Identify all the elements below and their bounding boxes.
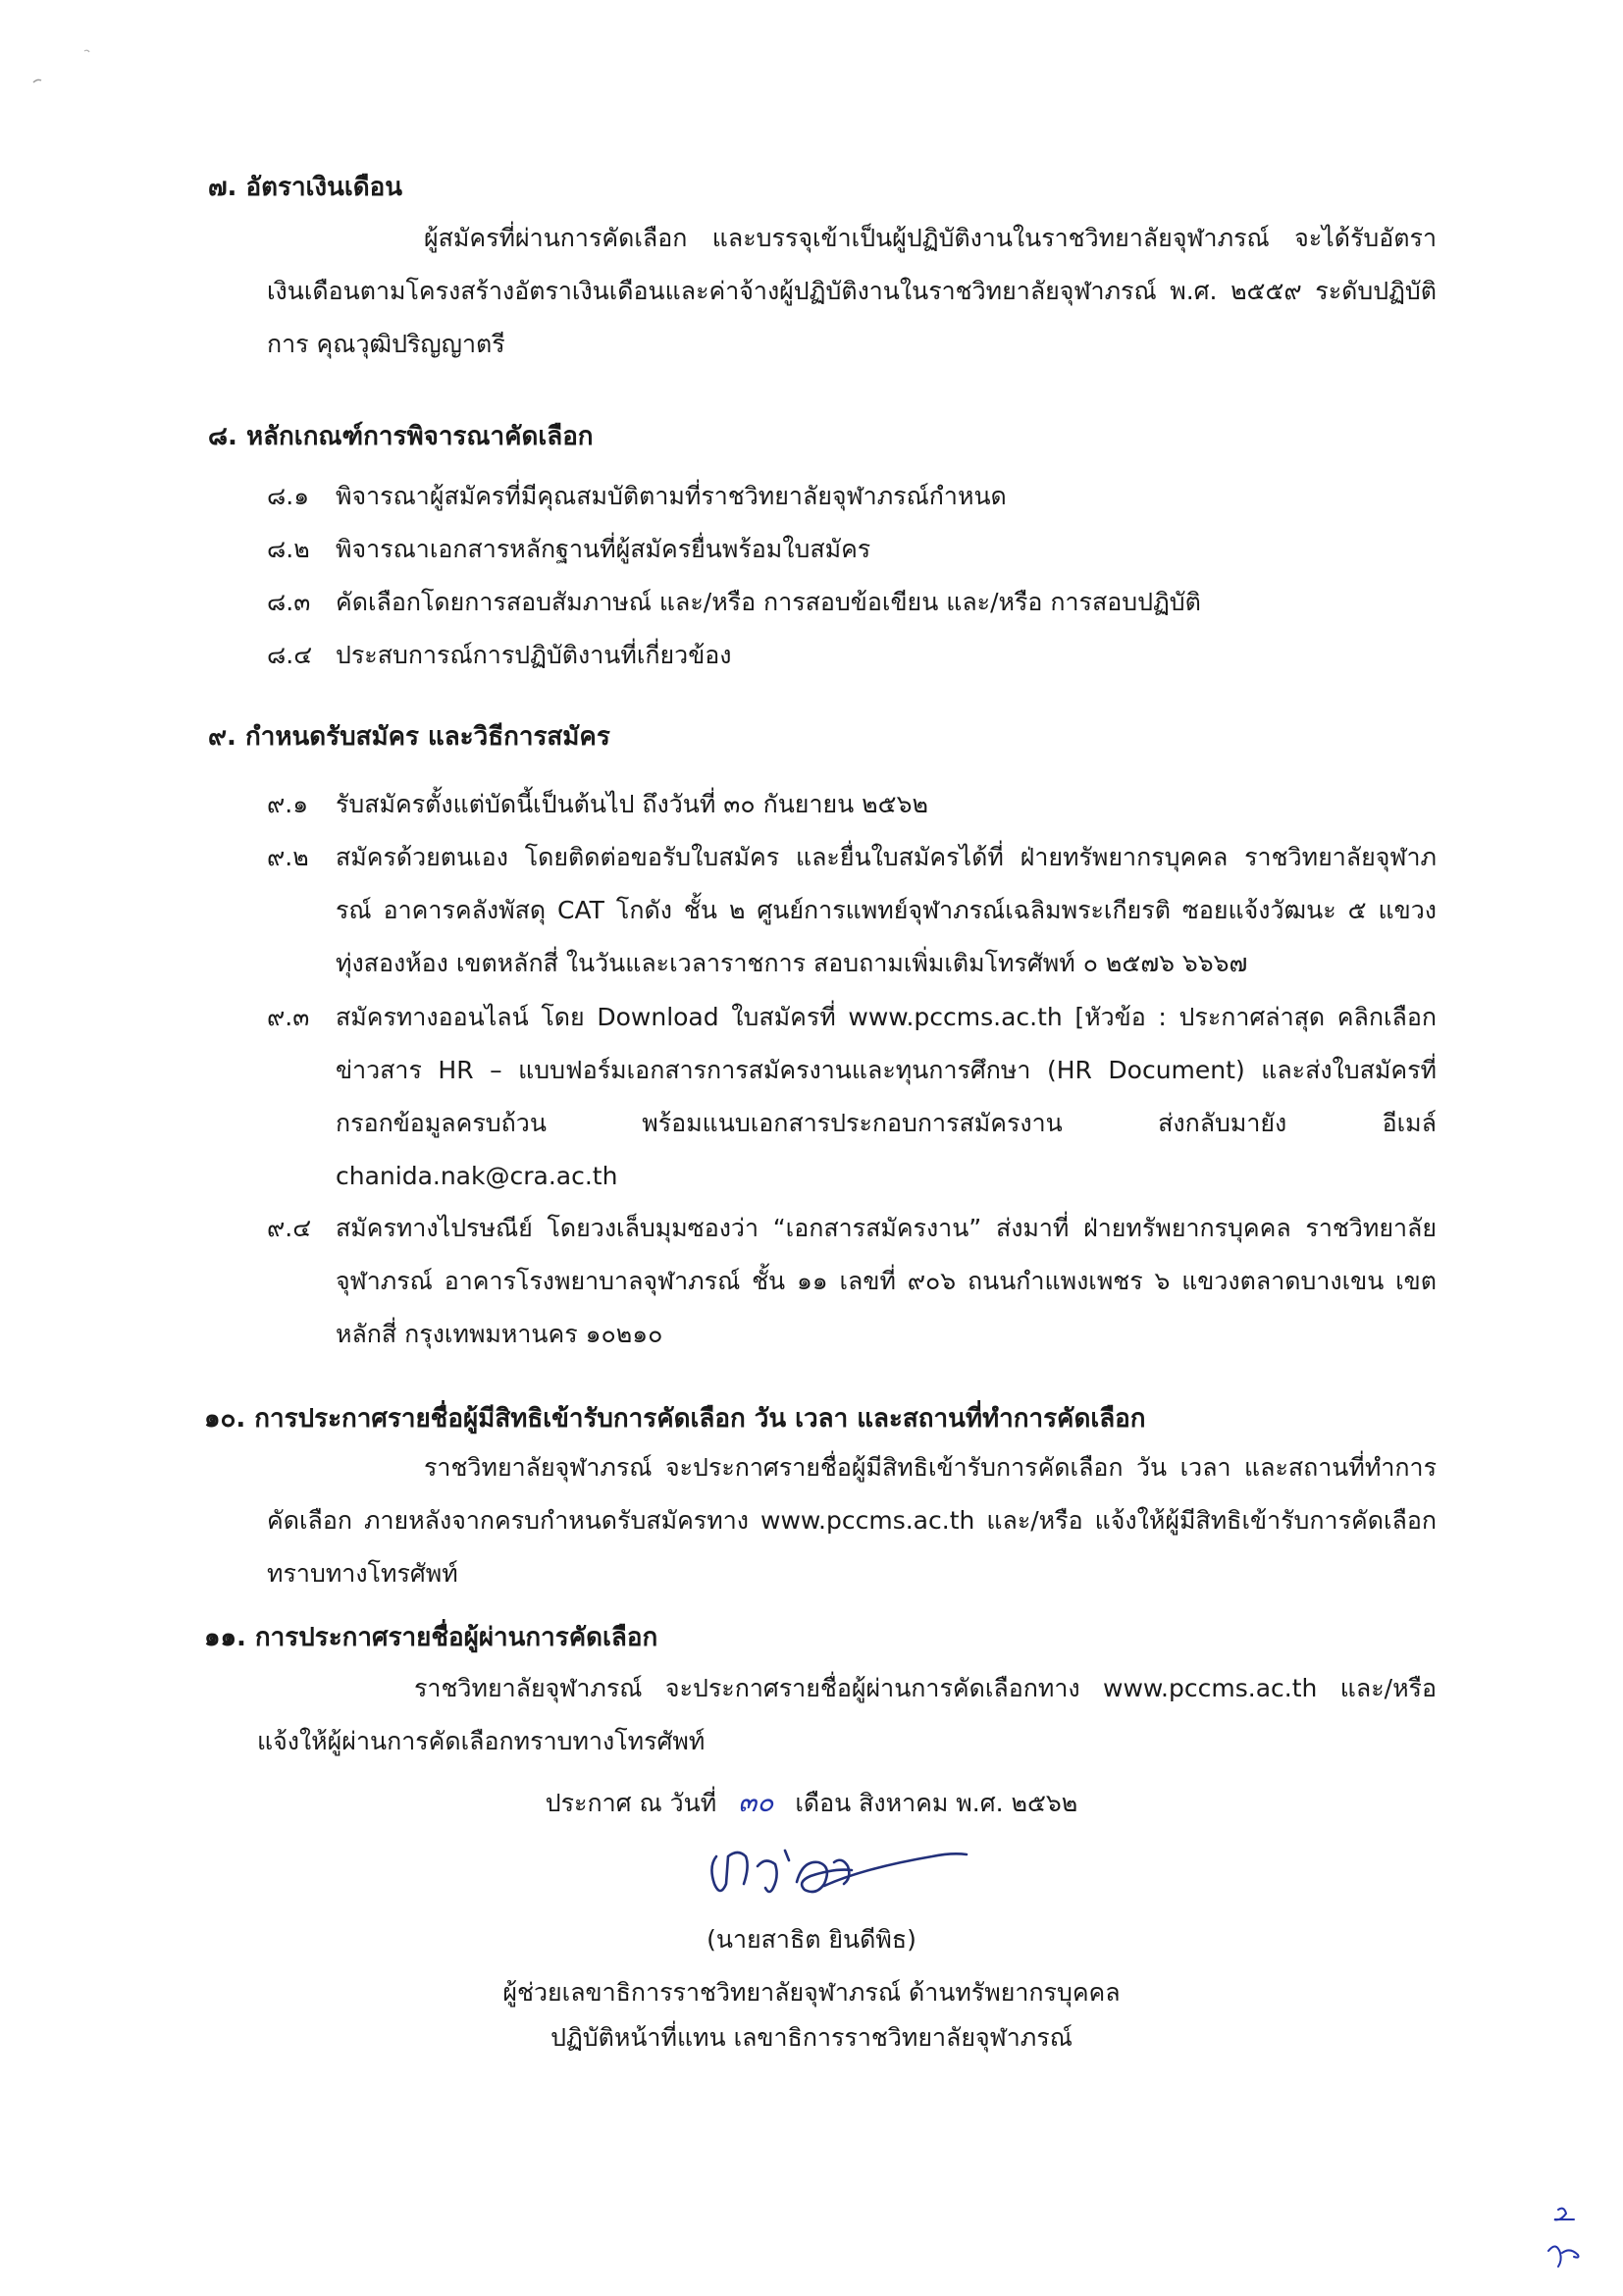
item-text: สมัครทางไปรษณีย์ โดยวงเล็บมุมซองว่า “เอกสารสมัครงาน” ส่งมาที่ ฝ่ายทรัพยากรบุคคล ราชวิทยาลัยจุฬาภรณ์ อาคารโรงพยาบาลจุฬาภรณ์ ชั้น ๑๑ เลขที่ ๙๐๖ ถนนกำแพงเพชร ๖ แขวงตลาดบางเขน เขตหลักสี่ กรุงเทพมหานคร ๑๐๒๑๐ bbox=[336, 1214, 1437, 1348]
section-9-item bbox=[267, 831, 1437, 990]
signatory-name: (นายสาธิต ยินดีพิธ) bbox=[707, 1925, 916, 1954]
item-text: พิจารณาเอกสารหลักฐานที่ผู้สมัครยื่นพร้อมใบสมัคร bbox=[336, 535, 871, 563]
section-9-item bbox=[267, 778, 1437, 831]
date-day-handwritten: ๓๐ bbox=[738, 1786, 774, 1818]
signatory-position-line2: ปฏิบัติหน้าที่แทน เลขาธิการราชวิทยาลัยจุฬาภรณ์ bbox=[550, 2023, 1073, 2052]
item-text: ประสบการณ์การปฏิบัติงานที่เกี่ยวข้อง bbox=[336, 641, 732, 669]
section-7-body: ผู้สมัครที่ผ่านการคัดเลือก และบรรจุเข้าเป็นผู้ปฏิบัติงานในราชวิทยาลัยจุฬาภรณ์ จะได้รับอัตราเงินเดือนตามโครงสร้างอัตราเงินเดือนและค่าจ้างผู้ปฏิบัติงานในราชวิทยาลัยจุฬาภรณ์ พ.ศ. ๒๕๕๙ ระดับปฏิบัติการ คุณวุฒิปริญญาตรี bbox=[267, 224, 1437, 358]
section-7-heading: ๗. อัตราเงินเดือน bbox=[208, 173, 403, 202]
section-8-item bbox=[267, 523, 1437, 576]
item-number: ๘.๑ bbox=[267, 482, 310, 510]
section-9-heading: ๙. กำหนดรับสมัคร และวิธีการสมัคร bbox=[208, 722, 610, 752]
item-number: ๙.๒ bbox=[267, 843, 309, 871]
section-9-item bbox=[267, 1202, 1437, 1361]
announcement-date bbox=[321, 1781, 1302, 1824]
section-11-heading: ๑๑. การประกาศรายชื่อผู้ผ่านการคัดเลือก bbox=[204, 1623, 658, 1652]
item-text: พิจารณาผู้สมัครที่มีคุณสมบัติตามที่ราชวิทยาลัยจุฬาภรณ์กำหนด bbox=[336, 482, 1007, 510]
item-number: ๙.๓ bbox=[267, 1003, 310, 1031]
item-number: ๙.๑ bbox=[267, 790, 309, 818]
section-10-body: ราชวิทยาลัยจุฬาภรณ์ จะประกาศรายชื่อผู้มีสิทธิเข้ารับการคัดเลือก วัน เวลา และสถานที่ทำการคัดเลือก ภายหลังจากครบกำหนดรับสมัครทาง www.pccms.ac.th และ/หรือ แจ้งให้ผู้มีสิทธิเข้ารับการคัดเลือกทราบทางโทรศัพท์ bbox=[267, 1453, 1437, 1588]
scan-mark-top-left bbox=[27, 43, 96, 92]
section-8-heading: ๘. หลักเกณฑ์การพิจารณาคัดเลือก bbox=[208, 422, 594, 451]
item-number: ๘.๔ bbox=[267, 641, 313, 669]
item-number: ๙.๔ bbox=[267, 1214, 312, 1242]
section-8-item bbox=[267, 470, 1437, 523]
signature-image bbox=[687, 1827, 981, 1915]
section-8-item bbox=[267, 629, 1437, 682]
item-number: ๘.๓ bbox=[267, 588, 311, 616]
section-10-heading: ๑๐. การประกาศรายชื่อผู้มีสิทธิเข้ารับการคัดเลือก วัน เวลา และสถานที่ทำการคัดเลือก bbox=[204, 1404, 1146, 1434]
signatory-position-line1: ผู้ช่วยเลขาธิการราชวิทยาลัยจุฬาภรณ์ ด้านทรัพยากรบุคคล bbox=[502, 1978, 1121, 2007]
item-text: คัดเลือกโดยการสอบสัมภาษณ์ และ/หรือ การสอบข้อเขียน และ/หรือ การสอบปฏิบัติ bbox=[336, 588, 1201, 616]
handwritten-initials bbox=[1541, 2198, 1590, 2276]
item-text: รับสมัครตั้งแต่บัดนี้เป็นต้นไป ถึงวันที่ ๓๐ กันยายน ๒๕๖๒ bbox=[336, 790, 928, 818]
item-number: ๘.๒ bbox=[267, 535, 310, 563]
date-prefix: ประกาศ ณ วันที่ bbox=[545, 1789, 717, 1817]
section-8-item bbox=[267, 576, 1437, 629]
item-text: สมัครด้วยตนเอง โดยติดต่อขอรับใบสมัคร และยื่นใบสมัครได้ที่ ฝ่ายทรัพยากรบุคคล ราชวิทยาลัยจุฬาภรณ์ อาคารคลังพัสดุ CAT โกดัง ชั้น ๒ ศูนย์การแพทย์จุฬาภรณ์เฉลิมพระเกียรติ ซอยแจ้งวัฒนะ ๕ แขวงทุ่งสองห้อง เขตหลักสี่ ในวันและเวลาราชการ สอบถามเพิ่มเติมโทรศัพท์ ๐ ๒๕๗๖ ๖๖๖๗ bbox=[336, 843, 1437, 977]
item-text: สมัครทางออนไลน์ โดย Download ใบสมัครที่ www.pccms.ac.th [หัวข้อ : ประกาศล่าสุด คลิกเลือก ข่าวสาร HR – แบบฟอร์มเอกสารการสมัครงานและทุนการศึกษา (HR Document) และส่งใบสมัครที่กรอกข้อมูลครบถ้วน พร้อมแนบเอกสารประกอบการสมัครงาน ส่งกลับมายัง อีเมล์ chanida.nak@cra.ac.th bbox=[336, 1003, 1437, 1190]
section-11-body: ราชวิทยาลัยจุฬาภรณ์ จะประกาศรายชื่อผู้ผ่านการคัดเลือกทาง www.pccms.ac.th และ/หรือ แจ้งให้ผู้ผ่านการคัดเลือกทราบทางโทรศัพท์ bbox=[257, 1674, 1437, 1755]
date-suffix: เดือน สิงหาคม พ.ศ. ๒๕๖๒ bbox=[795, 1789, 1078, 1817]
section-9-item bbox=[267, 991, 1437, 1203]
